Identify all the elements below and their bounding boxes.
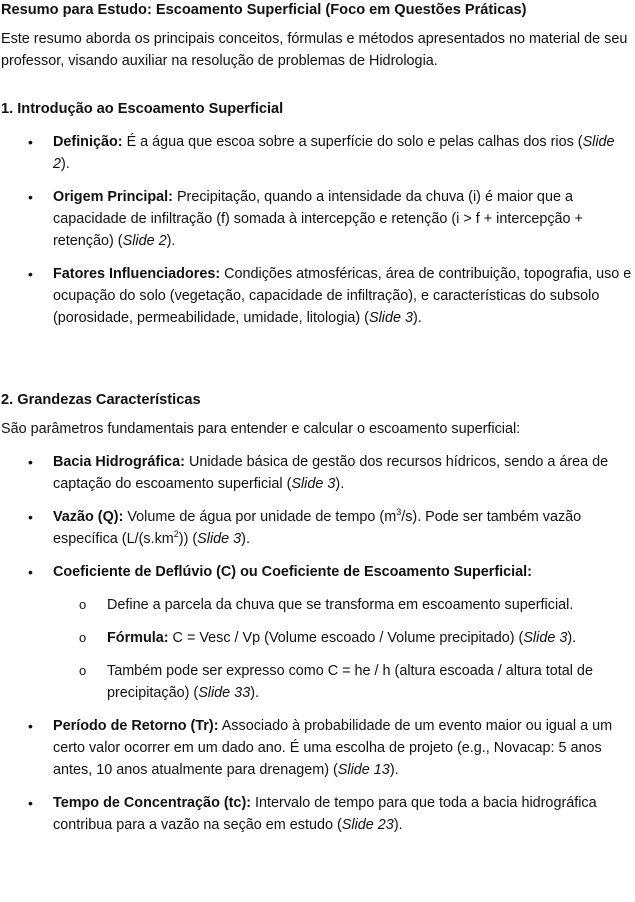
list-item: • Período de Retorno (Tr): Associado à probabilidade de um evento maior ou igual a um certo valor ocorrer em um dado ano. É uma escolha de projeto (e.g., Novacap: 5 anos antes, 10 anos atualmente para drenagem) (Slide 13). [1, 715, 635, 781]
section-heading: 2. Grandezas Características [1, 392, 201, 408]
intro-paragraph: Este resumo aborda os principais conceitos, fórmulas e métodos apresentados no material de seu professor, visando auxiliar na resolução de problemas de Hidrologia. [1, 31, 628, 69]
document-title: Resumo para Estudo: Escoamento Superficial (Foco em Questões Práticas) [1, 2, 527, 18]
sub-list-item: o Fórmula: C = Vesc / Vp (Volume escoado / Volume precipitado) (Slide 3). [53, 627, 635, 649]
list-item: • Vazão (Q): Volume de água por unidade de tempo $(m^3/s)$. Pode ser também vazão específica $(L/(s.km^2))$ (Slide 3). [1, 506, 635, 550]
list-item: • Fatores Influenciadores: Condições atmosféricas, área de contribuição, topografia, uso e ocupação do solo (vegetação, capacidade de infiltração), e características do subsolo (porosidade, permeabilidade, umidade, litologia) (Slide 3). [1, 263, 635, 329]
list-item: • Bacia Hidrográfica: Unidade básica de gestão dos recursos hídricos, sendo a área de captação do escoamento superficial (Slide 3). [1, 451, 635, 495]
bullet-list [1, 131, 635, 329]
sub-list-item: o Define a parcela da chuva que se transforma em escoamento superficial. [53, 594, 635, 616]
section-intro: São parâmetros fundamentais para entender e calcular o escoamento superficial: [1, 421, 521, 437]
sub-list [53, 594, 635, 704]
bullet-list [1, 451, 635, 836]
sub-list-item: o Também pode ser expresso como C = he / h (altura escoada / altura total de precipitação) (Slide 33). [53, 660, 635, 704]
list-item: • Tempo de Concentração (tc): Intervalo de tempo para que toda a bacia hidrográfica contribua para a vazão na seção em estudo (Slide 23). [1, 792, 635, 836]
list-item: • Coeficiente de Deflúvio (C) ou Coeficiente de Escoamento Superficial: o Define a parcela da chuva que se transforma em escoamento superficial. o Fórmula: C = Vesc / Vp (Volume escoado / Volume precipitado) (Slide 3). o Também pode ser expresso como C = he / h (altura escoada / altura total de precipitação) (Slide 33). [1, 561, 635, 704]
section-introducao [1, 98, 635, 329]
list-item: • Origem Principal: Precipitação, quando a intensidade da chuva (i) é maior que a capacidade de infiltração (f) somada à intercepção e retenção (i > f + intercepção + retenção) (Slide 2). [1, 186, 635, 252]
section-grandezas [1, 389, 635, 836]
section-heading: 1. Introdução ao Escoamento Superficial [1, 101, 284, 117]
list-item: • Definição: É a água que escoa sobre a superfície do solo e pelas calhas dos rios (Slide 2). [1, 131, 635, 175]
